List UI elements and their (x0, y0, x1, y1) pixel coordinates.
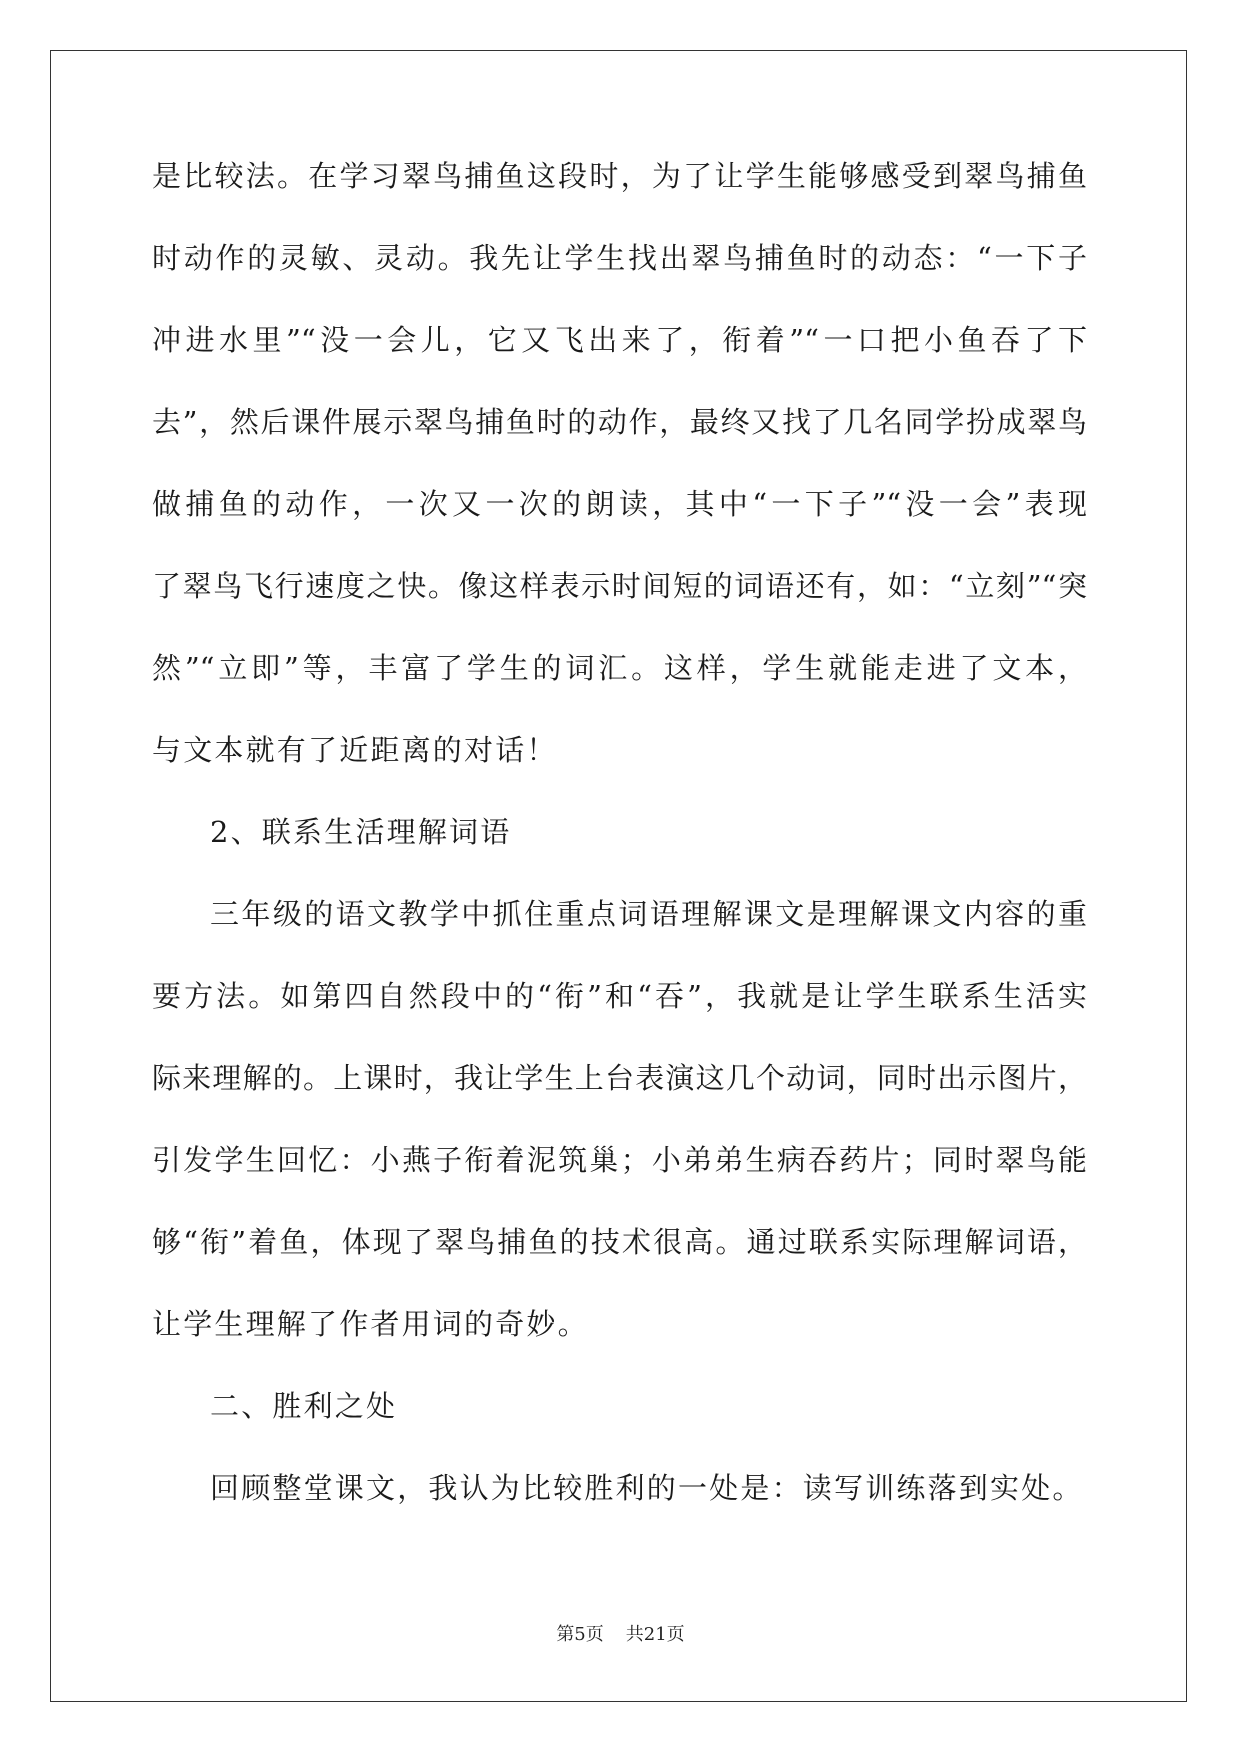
page-number: 第5页 (556, 1624, 604, 1645)
text-line: 时动作的灵敏、灵动。我先让学生找出翠鸟捕鱼时的动态：“一下子 (152, 241, 1087, 275)
text-line: 冲进水里”“没一会儿，它又飞出来了，衔着”“一口把小鱼吞了下 (152, 323, 1087, 357)
section-heading: 2、联系生活理解词语 (210, 815, 512, 849)
text-line: 够“衔”着鱼，体现了翠鸟捕鱼的技术很高。通过联系实际理解词语， (152, 1225, 1087, 1259)
text-line: 做捕鱼的动作，一次又一次的朗读，其中“一下子”“没一会”表现 (152, 487, 1087, 521)
text-line: 去”，然后课件展示翠鸟捕鱼时的动作，最终又找了几名同学扮成翠鸟 (152, 405, 1087, 439)
text-line: 际来理解的。上课时，我让学生上台表演这几个动词，同时出示图片， (152, 1061, 1087, 1095)
text-line: 与文本就有了近距离的对话！ (152, 733, 558, 767)
section-heading: 二、胜利之处 (210, 1389, 398, 1423)
text-line: 了翠鸟飞行速度之快。像这样表示时间短的词语还有，如：“立刻”“突 (152, 569, 1087, 603)
page-footer (0, 1620, 1241, 1646)
text-line: 是比较法。在学习翠鸟捕鱼这段时，为了让学生能够感受到翠鸟捕鱼 (152, 159, 1087, 193)
text-line: 让学生理解了作者用词的奇妙。 (152, 1307, 589, 1341)
text-line: 要方法。如第四自然段中的“衔”和“吞”，我就是让学生联系生活实 (152, 979, 1087, 1013)
text-line: 引发学生回忆：小燕子衔着泥筑巢；小弟弟生病吞药片；同时翠鸟能 (152, 1143, 1087, 1177)
text-line: 然”“立即”等，丰富了学生的词汇。这样，学生就能走进了文本， (152, 651, 1087, 685)
text-line: 三年级的语文教学中抓住重点词语理解课文是理解课文内容的重 (210, 897, 1087, 931)
document-body (152, 158, 1087, 1552)
page-total: 共21页 (625, 1624, 685, 1645)
text-line: 回顾整堂课文，我认为比较胜利的一处是：读写训练落到实处。 (210, 1471, 1084, 1505)
